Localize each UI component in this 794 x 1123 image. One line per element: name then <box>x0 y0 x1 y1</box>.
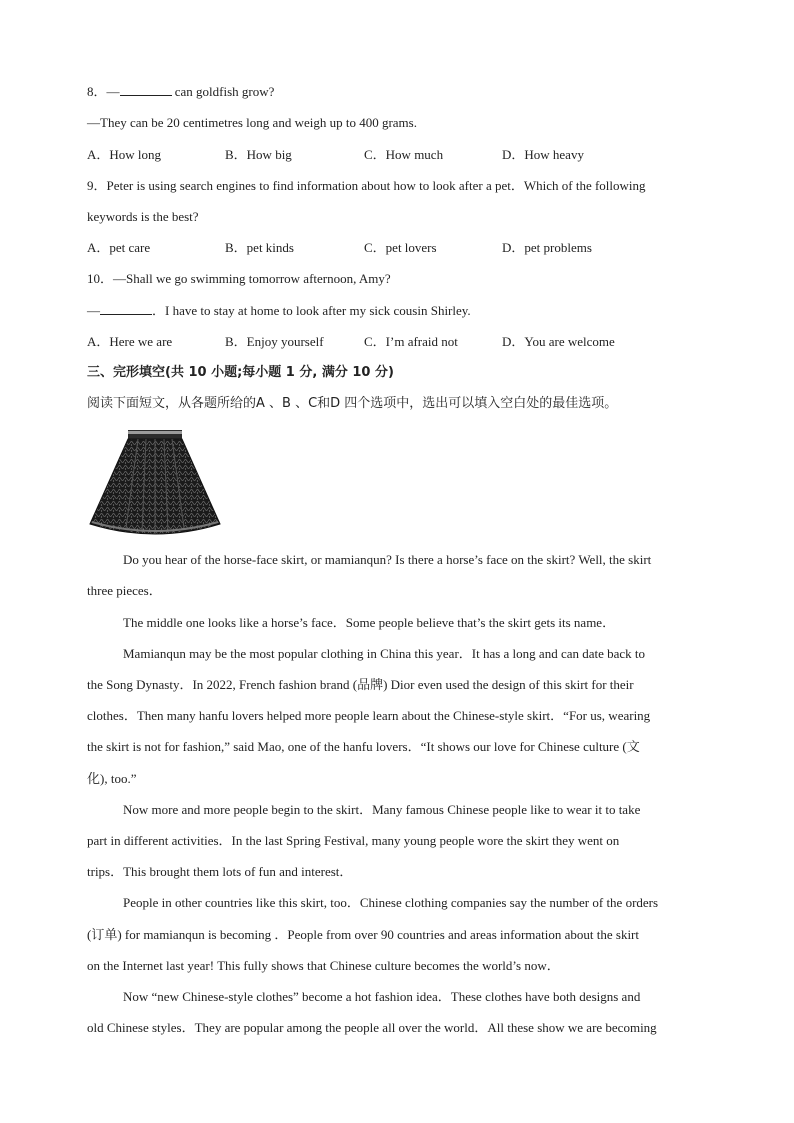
section-title: 三、完形填空(共 10 小题;每小题 1 分, 满分 10 分) <box>87 365 394 380</box>
q8-option-c: C．How much <box>364 147 444 162</box>
q10-option-c: C．I’m afraid not <box>364 334 458 349</box>
passage-line: part in different activities．In the last Spring Festival, many young people wore the skirt they went on <box>87 833 620 848</box>
q9-question-line2: keywords is the best? <box>87 209 199 224</box>
passage-line: Do you hear of the horse-face skirt, or mamianqun? Is there a horse’s face on the skirt? Well, the skirt <box>123 552 652 567</box>
q9-option-d: D．pet problems <box>502 240 592 255</box>
passage-line: trips．This brought them lots of fun and interest． <box>87 864 353 879</box>
passage-line: 化), too.” <box>87 771 137 786</box>
answer-blank <box>100 302 152 315</box>
passage-line: Mamianqun may be the most popular clothing in China this year．It has a long and can date back to <box>123 646 646 661</box>
q8-answer-line: —They can be 20 centimetres long and weigh up to 400 grams. <box>87 115 417 130</box>
q9-option-a: A．pet care <box>87 240 151 255</box>
passage-line: Now more and more people begin to the skirt．Many famous Chinese people like to wear it to take <box>123 802 641 817</box>
q10-option-d: D．You are welcome <box>502 334 615 349</box>
passage-line: (订单) for mamianqun is becoming ．People from over 90 countries and areas information about the skirt <box>87 927 639 942</box>
q10-question-line2: — ．I have to stay at home to look after my sick cousin Shirley. <box>87 303 471 318</box>
passage-line: Now “new Chinese-style clothes” become a hot fashion idea．These clothes have both designs and <box>123 989 641 1004</box>
q8-option-d: D．How heavy <box>502 147 584 162</box>
q8-option-b: B．How big <box>225 147 292 162</box>
q9-option-b: B．pet kinds <box>225 240 294 255</box>
passage-line: on the Internet last year! This fully shows that Chinese culture becomes the world’s now． <box>87 958 560 973</box>
passage-line: the Song Dynasty．In 2022, French fashion brand (品牌) Dior even used the design of this skirt for their <box>87 677 634 692</box>
passage-line: old Chinese styles．They are popular among the people all over the world．All these show we are becoming <box>87 1020 657 1035</box>
passage-line: People in other countries like this skirt, too．Chinese clothing companies say the number of the orders <box>123 895 659 910</box>
q10-question-line1: 10．—Shall we go swimming tomorrow afternoon, Amy? <box>87 271 391 286</box>
passage-line: clothes．Then many hanfu lovers helped more people learn about the Chinese-style skirt．“For us, wearing <box>87 708 651 723</box>
q10-option-b: B．Enjoy yourself <box>225 334 324 349</box>
horse-face-skirt-image <box>88 428 222 540</box>
section-instruction: 阅读下面短文，从各题所给的A 、B 、C和D 四个选项中，选出可以填入空白处的最佳选项。 <box>87 396 618 411</box>
q8-question: 8．— can goldfish grow? <box>87 84 275 99</box>
answer-blank <box>120 83 172 96</box>
passage-line: the skirt is not for fashion,” said Mao, one of the hanfu lovers．“It shows our love for Chinese culture (文 <box>87 739 640 754</box>
q10-option-a: A．Here we are <box>87 334 173 349</box>
q9-question-line1: 9．Peter is using search engines to find information about how to look after a pet．Which of the following <box>87 178 646 193</box>
passage-line: three pieces． <box>87 583 162 598</box>
q9-option-c: C．pet lovers <box>364 240 437 255</box>
passage-line: The middle one looks like a horse’s face．Some people believe that’s the skirt gets its name． <box>123 615 616 630</box>
q8-option-a: A．How long <box>87 147 162 162</box>
